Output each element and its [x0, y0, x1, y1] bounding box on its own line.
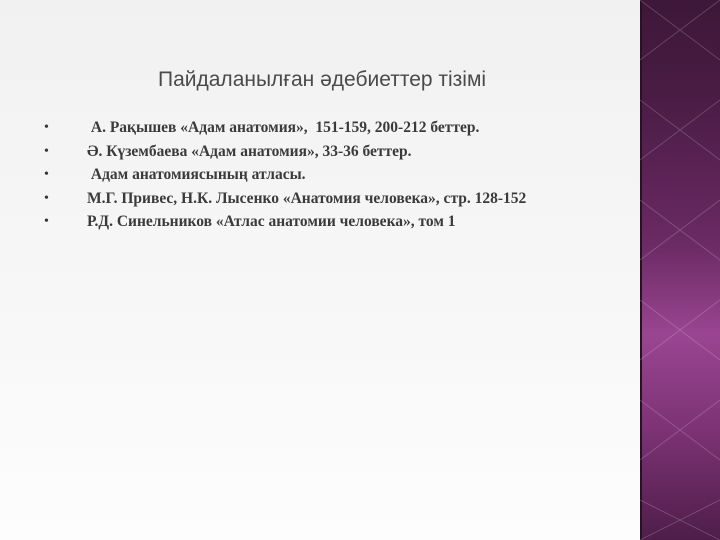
decorative-side-band	[640, 0, 720, 540]
bullet-icon: •	[44, 214, 49, 229]
reference-text: А. Рақышев «Адам анатомия», 151-159, 200-212 беттер.	[87, 119, 480, 136]
bullet-icon: •	[44, 190, 49, 206]
page-title: Пайдаланылған әдебиеттер тізімі	[158, 68, 487, 91]
bullet-icon: •	[44, 120, 49, 135]
reference-text: Ә. Күзембаева «Адам анатомия», 33-36 беттер.	[87, 142, 412, 160]
reference-text: Адам анатомиясының атласы.	[87, 166, 306, 183]
reference-text: М.Г. Привес, Н.К. Лысенко «Анатомия человека», стр. 128-152	[87, 189, 527, 207]
side-band-texture	[640, 0, 720, 540]
bullet-icon: •	[44, 143, 49, 159]
reference-text: Р.Д. Синельников «Атлас анатомии человека», том 1	[87, 213, 456, 230]
bullet-icon: •	[44, 167, 49, 182]
